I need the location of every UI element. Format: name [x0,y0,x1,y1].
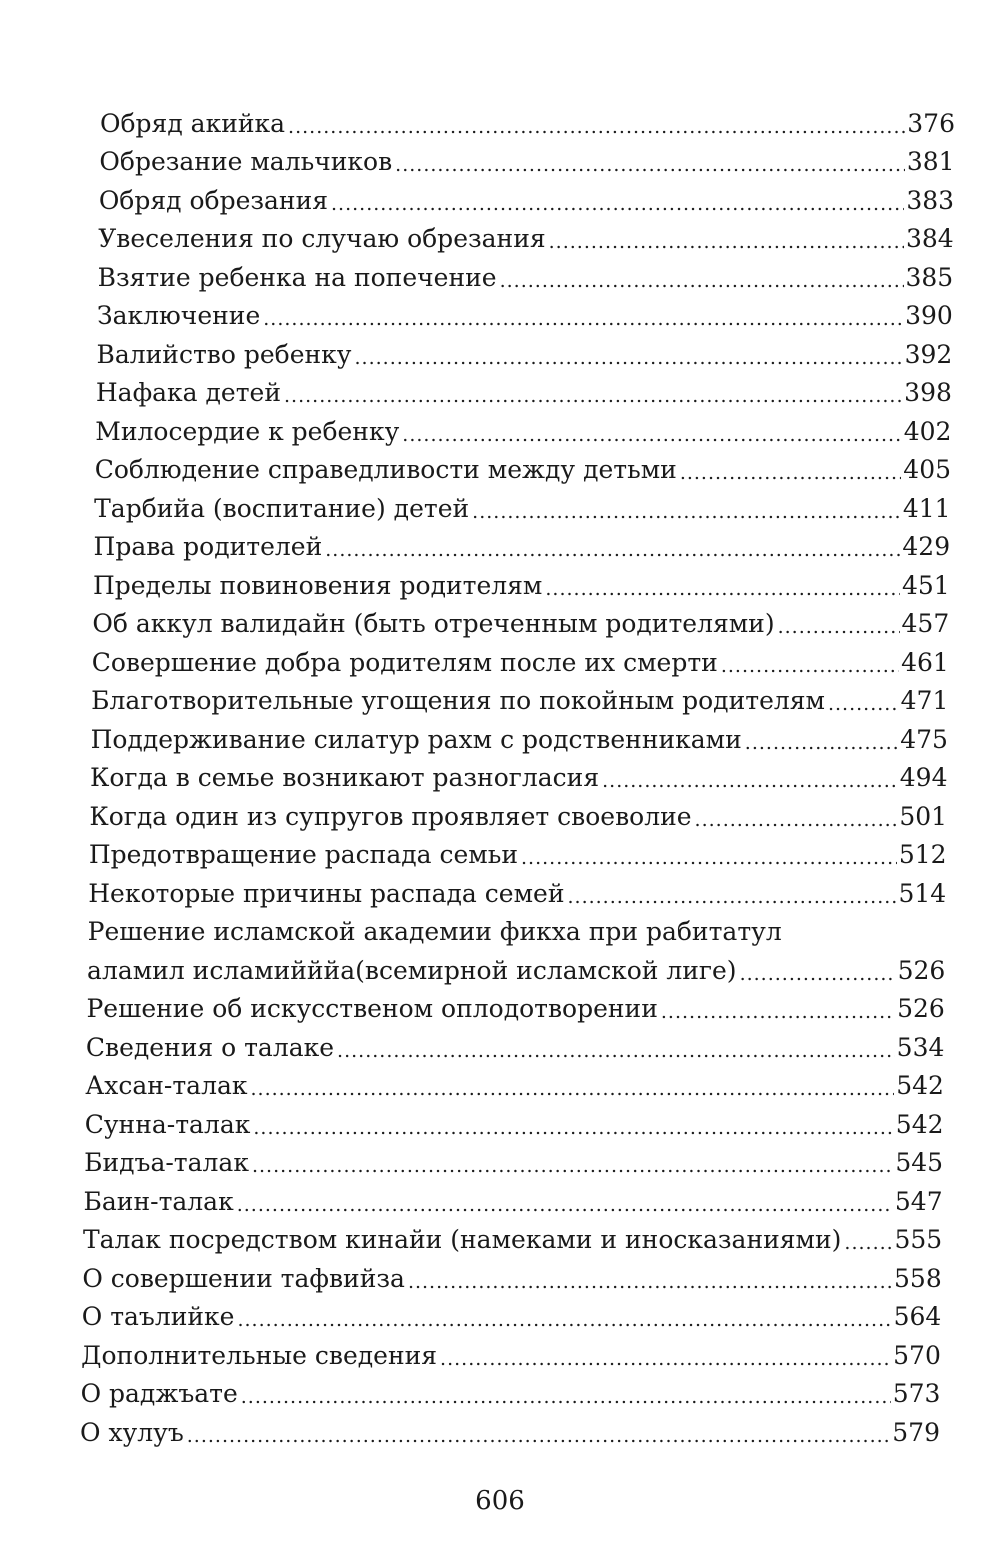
toc-entry [0,793,947,832]
toc-entry [0,1178,943,1217]
dot-leader [844,1231,892,1255]
toc-entry-page: 405 [903,455,952,484]
toc-entry-page: 385 [905,262,954,292]
dot-leader [402,423,901,447]
toc-entry [0,1101,944,1140]
toc-entry-title: О совершении тафвийза [82,1263,405,1293]
toc-entry-page: 545 [895,1148,944,1177]
dot-leader [602,769,898,793]
dot-leader [325,538,900,562]
dot-leader [263,307,903,331]
toc-entry-title: Решение исламской академии фикха при рабитатул [87,917,782,946]
toc-entry [0,293,953,332]
dot-leader [355,346,903,370]
toc-entry-page: 570 [893,1340,941,1370]
dot-leader [745,731,898,755]
toc-entry-title: Решение об искусственом оплодотворении [86,994,658,1023]
toc-entry [0,177,954,216]
dot-leader [284,384,902,408]
toc-entry [0,1140,943,1179]
toc-entry-page: 555 [894,1225,943,1254]
toc-entry-page: 475 [900,724,948,754]
toc-entry-title: Тарбийа (воспитание) детей [94,493,470,523]
dot-leader [440,1347,891,1371]
toc-entry-title: Предотвращение распада семьи [88,840,519,869]
table-of-contents [0,100,1000,1448]
toc-entry-title: Милосердие к ребенку [95,416,400,446]
toc-entry-page: 384 [905,224,954,253]
toc-entry-title: аламил исламийййа(всемирной исламской лиге) [87,955,737,985]
toc-entry-title: Валийство ребенку [96,339,352,369]
toc-entry-page: 429 [902,532,951,561]
toc-entry-title: Права родителей [93,532,323,561]
toc-entry [0,1371,940,1410]
toc-entry-title: Взятие ребенка на попечение [97,262,497,292]
page-number: 606 [475,1486,525,1516]
toc-entry-page: 501 [899,801,948,831]
toc-entry [0,216,954,255]
toc-entry [0,1409,940,1448]
toc-entry-page: 542 [895,1109,944,1139]
toc-entry-title: Заключение [97,301,261,330]
dot-leader [778,615,900,639]
toc-entry-title: Талак посредством кинайи (намеками и иносказаниями) [82,1225,842,1254]
toc-entry-page: 451 [901,570,950,600]
dot-leader [545,577,900,601]
toc-entry-title: О таълийке [81,1302,235,1331]
toc-entry [0,447,951,486]
toc-entry [0,1063,944,1102]
toc-entry [0,601,949,640]
toc-entry-page: 542 [896,1071,944,1100]
toc-entry [0,524,950,563]
toc-entry [0,1332,941,1371]
toc-entry-page: 390 [905,301,953,330]
toc-entry-page: 471 [900,686,949,715]
toc-entry [0,370,952,409]
dot-leader [661,1000,895,1024]
toc-entry [0,755,948,794]
toc-entry-page: 526 [897,955,946,985]
toc-entry-title: О раджъате [80,1379,238,1408]
dot-leader [472,500,901,524]
toc-entry-title: Когда в семье возникают разногласия [90,763,600,792]
toc-entry-title: Совершение добра родителям после их смерти [91,647,718,677]
toc-entry [0,832,947,871]
dot-leader [252,1154,893,1178]
toc-entry [0,1217,942,1256]
toc-entry [0,716,948,755]
dot-leader [250,1077,894,1101]
toc-entry [0,909,946,948]
toc-entry-page: 398 [904,378,952,407]
toc-entry-title: Обряд обрезания [98,185,329,215]
dot-leader [695,808,898,832]
toc-entry-title: Баин-талак [83,1186,234,1216]
dot-leader [567,885,896,909]
toc-entry-title: Благотворительные угощения по покойным родителям [91,686,825,715]
toc-entry-page: 494 [899,763,948,792]
toc-entry-title: О хулуъ [80,1417,184,1447]
toc-entry [0,986,945,1025]
toc-entry-title: Поддерживание силатур рахм с родственниками [90,724,742,754]
toc-entry-title: Соблюдение справедливости между детьми [94,455,677,484]
toc-entry-title: Некоторые причины распада семей [88,878,565,908]
toc-entry-title: Сунна-талак [84,1109,251,1139]
toc-entry-page: 402 [903,416,952,446]
toc-entry-page: 411 [902,493,951,523]
toc-entry-page: 461 [901,647,949,677]
dot-leader [187,1424,891,1448]
toc-entry [0,331,952,370]
dot-leader [241,1385,891,1409]
toc-entry-title: Пределы повиновения родителям [92,570,543,600]
dot-leader [395,153,905,177]
dot-leader [331,192,904,216]
dot-leader [828,692,899,716]
toc-entry-title: Обряд акийка [100,108,286,138]
toc-entry-page: 526 [897,994,945,1023]
toc-entry-page: 579 [892,1417,940,1447]
dot-leader [337,1039,895,1063]
dot-leader [288,115,905,139]
toc-entry-page: 573 [892,1379,941,1408]
toc-entry [0,639,949,678]
toc-entry-page: 392 [904,339,953,369]
toc-entry [0,100,955,139]
toc-entry [0,678,948,717]
toc-entry-page: 547 [894,1186,943,1216]
dot-leader [549,230,904,254]
dot-leader [721,654,899,678]
dot-leader [237,1193,893,1217]
dot-leader [253,1116,893,1140]
toc-entry [0,139,955,178]
toc-entry [0,870,946,909]
toc-entry-page: 383 [906,185,955,215]
dot-leader [680,461,901,485]
toc-entry [0,562,950,601]
toc-entry-page: 558 [894,1263,942,1293]
toc-entry-title: Нафака детей [95,378,282,407]
dot-leader [408,1270,892,1294]
toc-entry-title: Увеселения по случаю обрезания [98,224,546,253]
toc-entry [0,1255,942,1294]
toc-entry-title: Дополнительные сведения [81,1340,438,1370]
toc-entry-page: 512 [898,840,947,869]
dot-leader [521,846,897,870]
toc-entry-title: Ахсан-талак [85,1071,248,1100]
dot-leader [237,1308,891,1332]
toc-entry [0,485,951,524]
toc-entry-title: Когда один из супругов проявляет своеволие [89,801,692,831]
toc-entry-page: 534 [896,1032,945,1062]
toc-entry [0,1024,944,1063]
toc-entry-title: Обрезание мальчиков [99,147,393,176]
toc-entry-title: Бидъа-талак [84,1148,249,1177]
toc-entry-page: 381 [906,147,955,176]
toc-entry-page: 376 [907,108,955,138]
toc-entry-page: 457 [901,609,950,638]
toc-entry [0,1294,941,1333]
toc-entry-page: 514 [898,878,947,908]
toc-entry [0,254,953,293]
dot-leader [500,269,904,293]
toc-entry-title: Сведения о талаке [85,1032,335,1062]
toc-entry [0,947,945,986]
toc-entry [0,408,951,447]
toc-entry-page: 564 [893,1302,942,1331]
dot-leader [740,962,896,986]
toc-entry-title: Об аккул валидайн (быть отреченным родителями) [92,609,775,638]
